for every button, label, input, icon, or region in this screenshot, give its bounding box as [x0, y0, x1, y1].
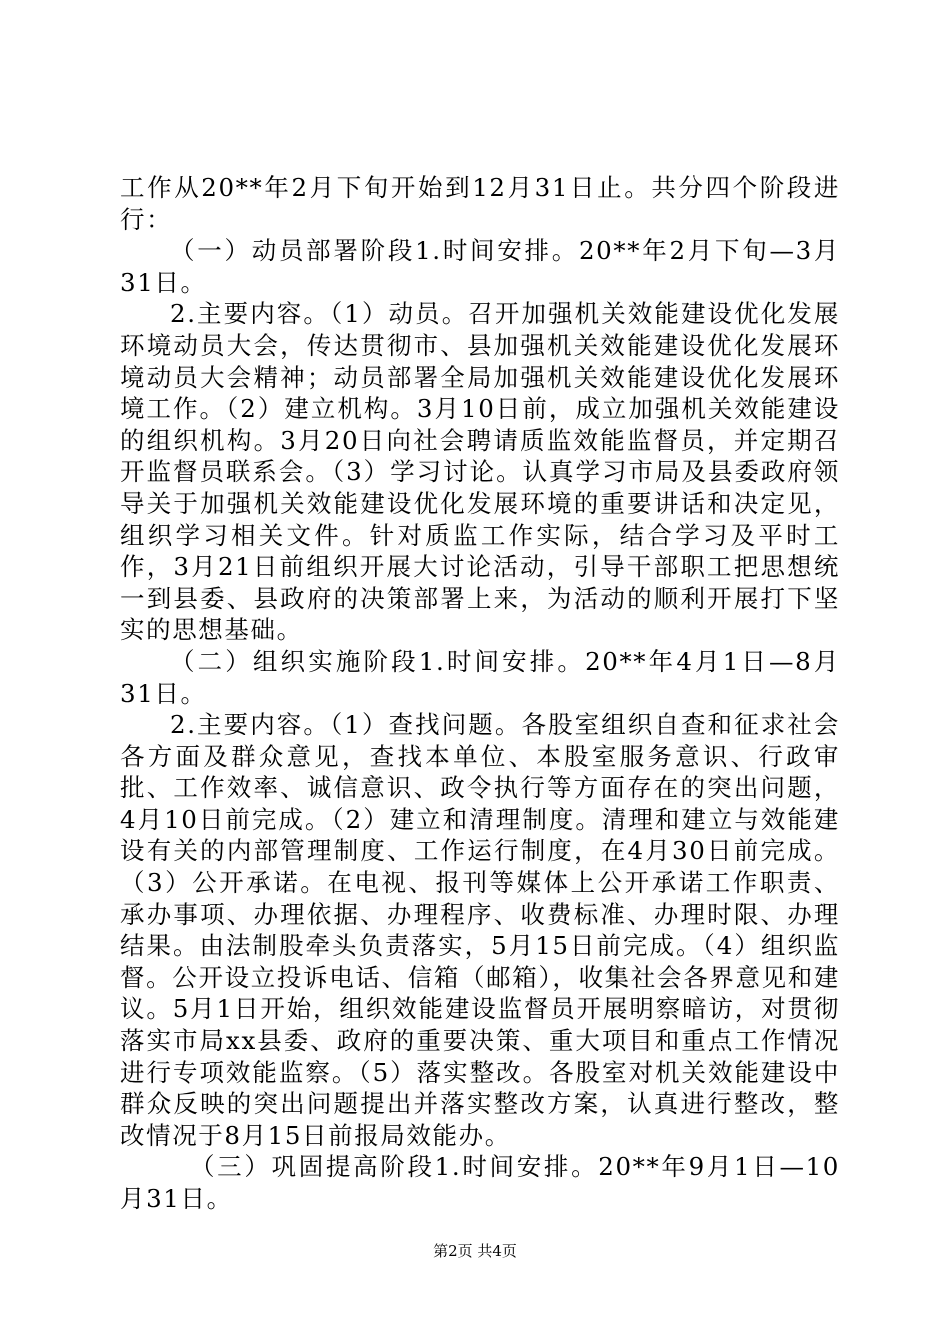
paragraph-stage-2-content: 2.主要内容。（1）查找问题。各股室组织自查和征求社会各方面及群众意见，查找本单位、本股室服务意识、行政审批、工作效率、诚信意识、政令执行等方面存在的突出问题，4月10日前完成。（2）建立和清理制度。清理和建立与效能建设有关的内部管理制度、工作运行制度，在4月30日前完成。（3）公开承诺。在电视、报刊等媒体上公开承诺工作职责、承办事项、办理依据、办理程序、收费标准、办理时限、办理结果。由法制股牵头负责落实，5月15日前完成。（4）组织监督。公开设立投诉电话、信箱（邮箱），收集社会各界意见和建议。5月1日开始，组织效能建设监督员开展明察暗访，对贯彻落实市局xx县委、政府的重要决策、重大项目和重点工作情况进行专项效能监察。（5）落实整改。各股室对机关效能建设中群众反映的突出问题提出并落实整改方案，认真进行整改，整改情况于8月15日前报局效能办。	[120, 710, 840, 1150]
paragraph-stage-1-heading: （一）动员部署阶段1.时间安排。20**年2月下旬—3月31日。	[120, 236, 840, 297]
paragraph-intro: 工作从20**年2月下旬开始到12月31日止。共分四个阶段进行：	[120, 173, 840, 234]
page-number: 第2页	[433, 1242, 473, 1260]
paragraph-stage-1-content: 2.主要内容。（1）动员。召开加强机关效能建设优化发展环境动员大会，传达贯彻市、县加强机关效能建设优化发展环境动员大会精神；动员部署全局加强机关效能建设优化发展环境工作。（2）建立机构。3月10日前，成立加强机关效能建设的组织机构。3月20日向社会聘请质监效能监督员，并定期召开监督员联系会。（3）学习讨论。认真学习市局及县委政府领导关于加强机关效能建设优化发展环境的重要讲话和决定见，组织学习相关文件。针对质监工作实际，结合学习及平时工作，3月21日前组织开展大讨论活动，引导干部职工把思想统一到县委、县政府的决策部署上来，为活动的顺利开展打下坚实的思想基础。	[120, 299, 840, 645]
page-total: 共4页	[477, 1242, 517, 1260]
paragraph-stage-3-heading: （三）巩固提高阶段1.时间安排。20**年9月1日—10月31日。	[120, 1152, 840, 1213]
page-footer	[0, 1240, 950, 1261]
document-body	[120, 172, 840, 1215]
paragraph-stage-2-heading: （二）组织实施阶段1.时间安排。20**年4月1日—8月31日。	[120, 646, 840, 708]
